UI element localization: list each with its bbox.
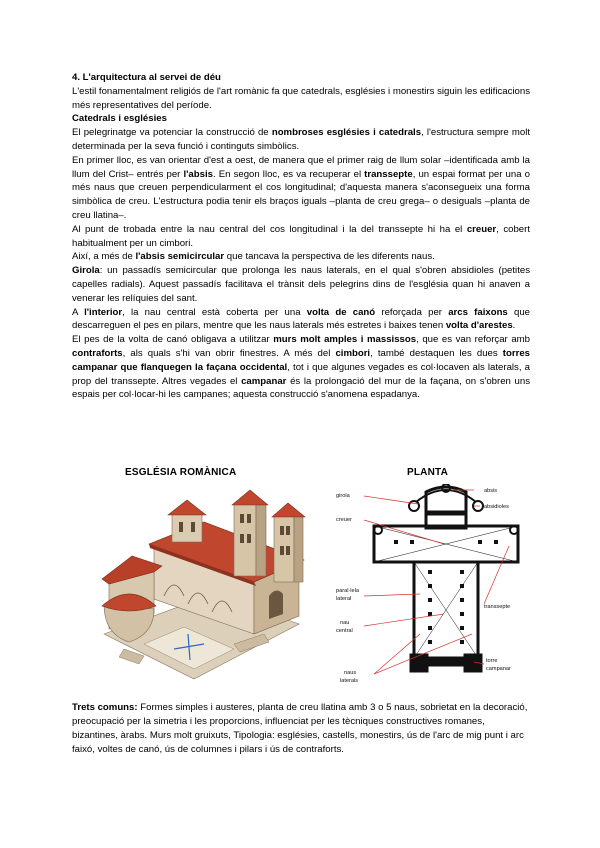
plan-label-naus: naus <box>344 670 357 676</box>
plan-label-central: central <box>336 628 353 634</box>
plan-label-paral-lela: paral·lela <box>336 588 360 594</box>
section-title: 4. L'arquitectura al servei de déu <box>72 72 221 83</box>
plan-label-torre: torre <box>486 658 498 664</box>
subsection-title: Catedrals i esglésies <box>72 113 167 125</box>
church-plan <box>334 484 530 684</box>
common-traits <box>72 701 530 757</box>
plan-label-nau: nau <box>340 620 350 626</box>
intro-paragraph: L'estil fonamentalment religiós de l'art romànic fa que catedrals, esglésies i monestirs siguin les edificacions més representatives del període. <box>72 85 530 111</box>
paragraph-interior: A l'interior, la nau central està coberta per una volta de canó reforçada per arcs faixons que descarreguen el pes en pilars, mentre que les naus laterals més estretes i baixes tenen volta d'arestes. <box>72 306 530 332</box>
plan-label-absidioles: absidioles <box>484 504 509 510</box>
article-body <box>72 71 530 402</box>
paragraph-pilgrimage: El pelegrinatge va potenciar la construcció de nombroses esglésies i catedrals, l'estructura sempre molt determinada per la seva funció i continguts simbòlics. <box>72 127 530 152</box>
plan-label-transsepte: transsepte <box>484 604 511 610</box>
plan-label-absis: absis <box>484 488 498 494</box>
paragraph-absis: Així, a més de l'absis semicircular que tancava la perspectiva de les diferents naus. <box>72 251 435 263</box>
paragraph-walls: El pes de la volta de canó obligava a utilitzar murs molt amples i massissos, que es van reforçar amb contraforts, als quals s'hi van obrir finestres. A més del cimbori, també destaquen les dues torres campanar que flanquegen la façana occidental, tot i que algunes vegades es col·locaven als laterals, a prop del transsepte. Altres vegades el campanar és la prolongació del mur de la façana, on s'obren uns espais per col·locar-hi les campanes; aquesta construcció s'anomena espadanya. <box>72 334 530 401</box>
church-illustration <box>84 484 314 684</box>
figures <box>72 462 530 692</box>
plan-label-laterals: laterals <box>340 678 359 684</box>
paragraph-orientation: En primer lloc, es van orientar d'est a oest, de manera que el primer raig de llum solar –identificada amb la llum del Crist– entrés per l'absis. En segon lloc, es va recuperar el transsepte, un espai format per una o més naus que creuen perpendicularment el cos longitudinal; d'aquesta manera s'aconsegueix una forma simbòlica de creu. L'estructura podia tenir els braços iguals –planta de creu grega– o desiguals –planta de creu llatina–. <box>72 154 530 221</box>
paragraph-creuer: Al punt de trobada entre la nau central del cos longitudinal i la del transsepte hi ha el creuer, cobert habitualment per un cimbori. <box>72 223 530 249</box>
plan-label-lateral: lateral <box>336 596 352 602</box>
paragraph-girola: Girola: un passadís semicircular que prolonga les naus laterals, en el qual s'obren absidioles (petites capelles radials). Aquest passadís facilitava el trànsit dels pelegrins dins de l'església quan hi anaven a venerar les relíquies del sant. <box>72 265 530 304</box>
figure-plan-title: PLANTA <box>407 467 449 478</box>
plan-label-creuer: creuer <box>336 517 352 523</box>
figure-church-title: ESGLÉSIA ROMÀNICA <box>125 467 237 478</box>
traits-paragraph: Trets comuns: Formes simples i austeres, planta de creu llatina amb 3 o 5 naus, sobrietat en la decoració, preocupació per la simetria i les proporcions, influenciat per les tècniques constructives romanes, bizantines, àrabs. Murs molt gruixuts, Tipologia: esglésies, castells, monestirs, ús de l'arc de mig punt i arc faixó, voltes de canó, ús de columnes i pilars i ús de contraforts. <box>72 702 528 755</box>
plan-label-girola: girola <box>336 493 350 499</box>
plan-label-campanar: campanar <box>486 666 511 672</box>
